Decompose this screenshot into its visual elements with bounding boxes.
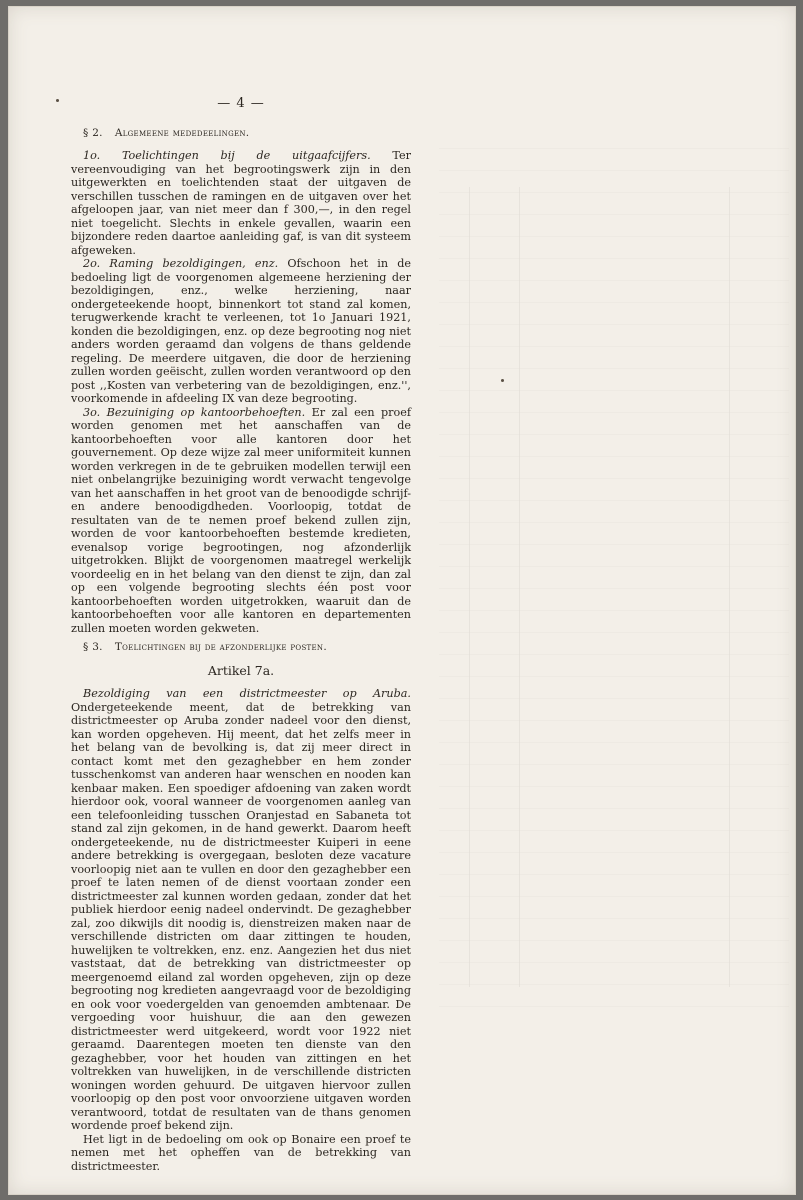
section-sign: § 2. (83, 126, 103, 139)
page-number: — 4 — (217, 96, 265, 111)
section-title: Toelichtingen bij de afzonderlijke posten. (114, 641, 327, 653)
article-title: Artikel 7a. (207, 662, 275, 678)
section-3-heading (83, 641, 411, 655)
paragraph (71, 406, 411, 636)
paragraph-lead: 3o. Bezuiniging op kantoorbehoeften. (83, 405, 306, 419)
document-page (8, 6, 796, 1195)
paragraph-lead: 1o. Toelichtingen bij de uitgaafcijfers. (83, 149, 371, 162)
paragraph-text: Het ligt in de bedoeling om ook op Bonaire een proef te nemen met het opheffen van de betrekking van districtmeester. (71, 1132, 411, 1173)
paragraph-text: Ofschoon het in de bedoeling ligt de voorgenomen algemeene herziening der bezoldigingen, enz., welke herziening, naar ondergeteekende hoopt, binnenkort tot stand zal komen, terugwerkende kracht te verleenen, tot 1o Januari 1921, konden die bezoldigingen, enz. op deze begrooting nog niet anders worden geraamd dan volgens de thans geldende regeling. De meerdere uitgaven, die door de herziening zullen worden geëischt, zullen worden verantwoord op den post ,,Kosten van verbetering van de bezoldigingen, enz.'', voorkomende in afdeeling IX van deze begrooting. (71, 257, 411, 405)
paragraph (71, 687, 411, 1133)
paragraph-lead: 2o. Raming bezoldigingen, enz. (83, 257, 279, 270)
section-title: Algemeene mededeelingen. (114, 126, 250, 139)
speck (501, 379, 504, 382)
paragraph (71, 1133, 411, 1174)
paragraph-text: Er zal een proef worden genomen met het aanschaffen van de kantoorbehoeften voor alle kantoren door het gouvernement. Op deze wijze zal meer uniformiteit kunnen worden verkregen in de te gebruiken modellen terwijl een niet onbelangrijke bezuiniging wordt verwacht tengevolge van het aanschaffen in het groot van de benoodigde schrijf- en andere benoodigdheden. Voorloopig, totdat de resultaten van de te nemen proef bekend zullen zijn, worden de voor kantoorbehoeften bestemde kredieten, evenalsop vorige begrootingen, nog afzonderlijk uitgetrokken. Blijkt de voorgenomen maatregel werkelijk voordeelig en in het belang van den dienst te zijn, dan zal op een volgende begrooting slechts één post voor kantoorbehoeften worden uitgetrokken, waaruit dan de kantoorbehoeften voor alle kantoren en departementen zullen moeten worden gekweten. (71, 405, 411, 635)
section-2-heading (83, 127, 411, 141)
speck (56, 99, 59, 102)
paragraph-text: Ondergeteekende meent, dat de betrekking van districtmeester op Aruba zonder nadeel voor den dienst, kan worden opgeheven. Hij meent, dat het zelfs meer in het belang van de bevolking is, dat zij meer direct in contact komt met den gezaghebber en hem zonder tusschenkomst van anderen haar wenschen en nooden kan kenbaar maken. Een spoediger afdoening van zaken wordt hierdoor ook, vooral wanneer de voorgenomen aanleg van een telefoonleiding tusschen Oranjestad en Sabaneta tot stand zal zijn gekomen, in de hand gewerkt. Daarom heeft ondergeteekende, nu de districtmeester Kuiperi in eene andere betrekking is overgegaan, besloten deze vacature voorloopig niet aan te vullen en door den gezaghebber een proef te laten nemen of de dienst voortaan zonder een districtmeester zal kunnen worden gedaan, zonder dat het publiek hierdoor eenig nadeel ondervindt. De gezaghebber zal, zoo dikwijls dit noodig is, dienstreizen maken naar de verschillende districten om daar zittingen te houden, huwelijken te voltrekken, enz. enz. Aangezien het dus niet vaststaat, dat de betrekking van districtmeester op meergenoemd eiland zal worden opgeheven, zijn op deze begrooting nog kredieten aangevraagd voor de bezoldiging en ook voor voedergelden van genoemden ambtenaar. De vergoeding voor huishuur, die aan den gewezen districtmeester werd uitgekeerd, wordt voor 1922 niet geraamd. Daarentegen moeten ten dienste van den gezaghebber, voor het houden van zittingen en het voltrekken van huwelijken, in de verschillende districten woningen worden gehuurd. De uitgaven hiervoor zullen voorloopig op den post voor onvoorziene uitgaven worden verantwoord, totdat de resultaten van de thans genomen wordende proef bekend zijn. (71, 700, 411, 1132)
show-through-table (439, 127, 789, 1027)
section-sign: § 3. (83, 641, 103, 653)
paragraph-lead: Bezoldiging van een districtmeester op Aruba. (83, 687, 411, 700)
paragraph (71, 149, 411, 257)
text-column (71, 97, 411, 1173)
paragraph (71, 257, 411, 406)
paragraph-text: Ter vereenvoudiging van het begrootingswerk zijn in den uitgewerkten en toelichtenden staat der uitgaven de verschillen tusschen de ramingen en de uitgaven over het afgeloopen jaar, van niet meer dan f 300,—, in den regel niet toegelicht. Slechts in enkele gevallen, waarin een bijzondere reden daartoe aanleiding gaf, is van dit systeem afgeweken. (71, 149, 411, 257)
